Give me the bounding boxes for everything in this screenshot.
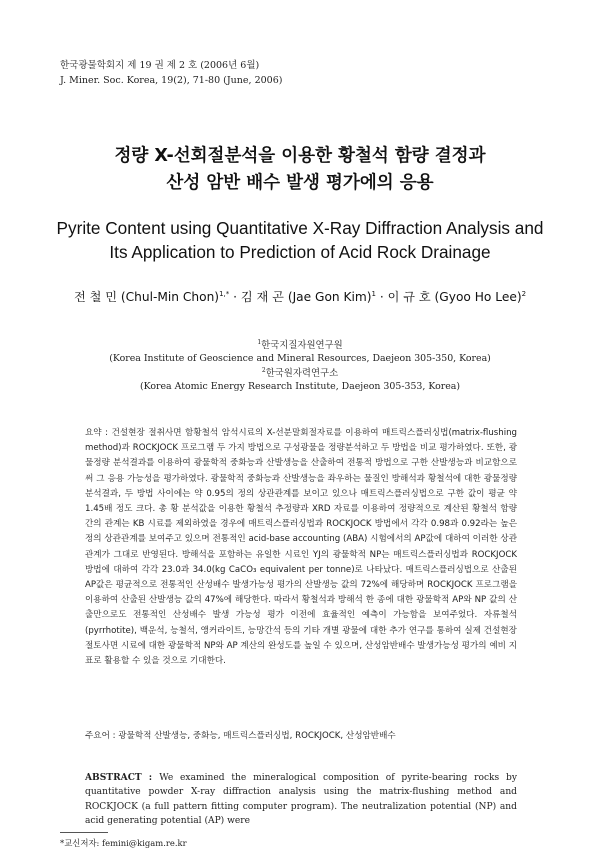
author-affiliation-mark: 1 — [371, 289, 376, 298]
keywords-label: 주요어 : — [85, 731, 119, 741]
affiliation-mark: 2 — [261, 367, 266, 375]
affiliation-korean — [0, 365, 600, 381]
author-affiliation-mark: 1,* — [219, 289, 230, 298]
abstract-english — [85, 771, 517, 829]
author-affiliation-mark: 2 — [521, 289, 527, 298]
footnote-divider — [60, 832, 108, 833]
affiliation-english: (Korea Institute of Geoscience and Mineral Resources, Daejeon 305-350, Korea) — [109, 352, 491, 364]
title-english — [40, 216, 560, 264]
title-korean-line1: 정량 X-선회절분석을 이용한 황철석 함량 결정과 — [114, 146, 486, 166]
author-separator: · — [375, 290, 388, 304]
keywords-text: 광물학적 산발생능, 중화능, 매트릭스플러싱법, ROCKJOCK, 산성암반배수 — [118, 731, 396, 741]
abstract-korean — [85, 426, 517, 669]
title-korean — [0, 143, 600, 197]
author-name: 전 철 민 (Chul-Min Chon) — [73, 290, 220, 304]
affiliation-korean — [0, 337, 600, 353]
title-english-line1: Pyrite Content using Quantitative X-Ray Diffraction Analysis and — [56, 218, 544, 238]
affiliation-name-korean: 한국원자력연구소 — [265, 368, 339, 380]
abstract-english-text: We examined the mineralogical composition of pyrite-bearing rocks by quantitative powder X-ray diffraction analysis using the matrix-flushing method and ROCKJOCK (a full pattern fitting computer program). The neutralization potential (NP) and acid generating potential (AP) were — [85, 773, 517, 827]
journal-header — [60, 58, 282, 88]
author-list — [0, 288, 600, 305]
affiliations — [0, 337, 600, 393]
author-name: 김 재 곤 (Jae Gon Kim) — [240, 290, 372, 304]
author-separator: · — [229, 290, 241, 304]
affiliation-mark: 1 — [257, 339, 262, 346]
title-english-line2: Its Application to Prediction of Acid Rock Drainage — [109, 242, 491, 262]
abstract-korean-label: 요약 : — [85, 428, 112, 438]
corresponding-author-footnote: *교신저자: femini@kigam.re.kr — [60, 838, 187, 848]
affiliation-english: (Korea Atomic Energy Research Institute, Daejeon 305-353, Korea) — [139, 380, 461, 392]
abstract-korean-text: 건설현장 절취사면 함황철석 암석시료의 X-선분말회절자료를 이용하여 매트릭스플러싱법(matrix-flushing method)과 ROCKJOCK 프로그램 두 가지 방법으로 구성광물을 정량분석하고 두 방법을 비교 평가하였다. 또한, 광물정량 분석결과를 이용하여 광물학적 중화능과 산발생능을 산출하여 전통적 방법으로 구한 산발생능과 비교함으로써 그 응용 가능성을 평가하였다. 광물학적 중화능과 산발생능을 좌우하는 물질인 방해석과 황철석에 대한 광물정량 분석결과, 두 방법 사이에는 약 0.95의 정의 상관관계를 보이고 있으나 매트릭스플러싱법으로 구한 값이 평균 약 1.45배 정도 크다. 총 황 분석값을 이용한 황철석 추정량과 XRD 자료를 이용하여 정량적으로 계산된 황철석 함량 간의 관계는 KB 시료를 제외하였을 경우에 매트릭스플러싱법과 ROCKJOCK 방법에서 각각 0.98과 0.92라는 높은 정의 상관관계를 보여주고 있으며 전통적인 acid-base accounting (ABA) 시험에서의 AP값에 대하여 이러한 상관관계가 그대로 반영된다. 방해석을 포함하는 유일한 시료인 YJ의 광물학적 NP는 매트릭스플러싱법과 ROCKJOCK 방법에 대하여 각각 23.0과 34.0(kg CaCO₃ equivalent per tonne)로 나타났다. 매트릭스플러싱법으로 산출된 AP값은 평균적으로 전통적인 산성배수 발생가능성 평가의 산발생능 값의 72%에 해당하며 ROCKJOCK 프로그램을 이용하여 산출된 산발생능 값의 47%에 해당한다. 따라서 황철석과 방해석 한 종에 대한 광물학적 AP와 NP 값의 산출만으로도 전통적인 산성배수 발생 가능성 평가 이전에 효율적인 예측이 가능함을 보여주었다. 자류철석(pyrrhotite), 백운석, 능철석, 앵커라이트, 능망간석 등의 기타 개별 광물에 대한 추가 연구를 통하여 실제 건설현장 절토사면 시료에 대한 광물학적 NP와 AP 계산의 완성도를 높일 수 있으며, 산성암반배수 발생가능성 평가의 예비 지표로 활용할 수 있을 것으로 기대한다. — [85, 428, 517, 667]
journal-citation-korean: 한국광물학회지 제 19 권 제 2 호 (2006년 6월) — [60, 60, 260, 71]
journal-citation-english: J. Miner. Soc. Korea, 19(2), 71-80 (June, 2006) — [60, 75, 283, 86]
author-name: 이 규 호 (Gyoo Ho Lee) — [387, 290, 522, 304]
affiliation-name-korean: 한국지질자원연구원 — [261, 340, 343, 352]
abstract-english-label: ABSTRACT : — [85, 772, 160, 783]
keywords-korean — [85, 729, 517, 741]
title-korean-line2: 산성 암반 배수 발생 평가에의 응용 — [166, 173, 434, 193]
